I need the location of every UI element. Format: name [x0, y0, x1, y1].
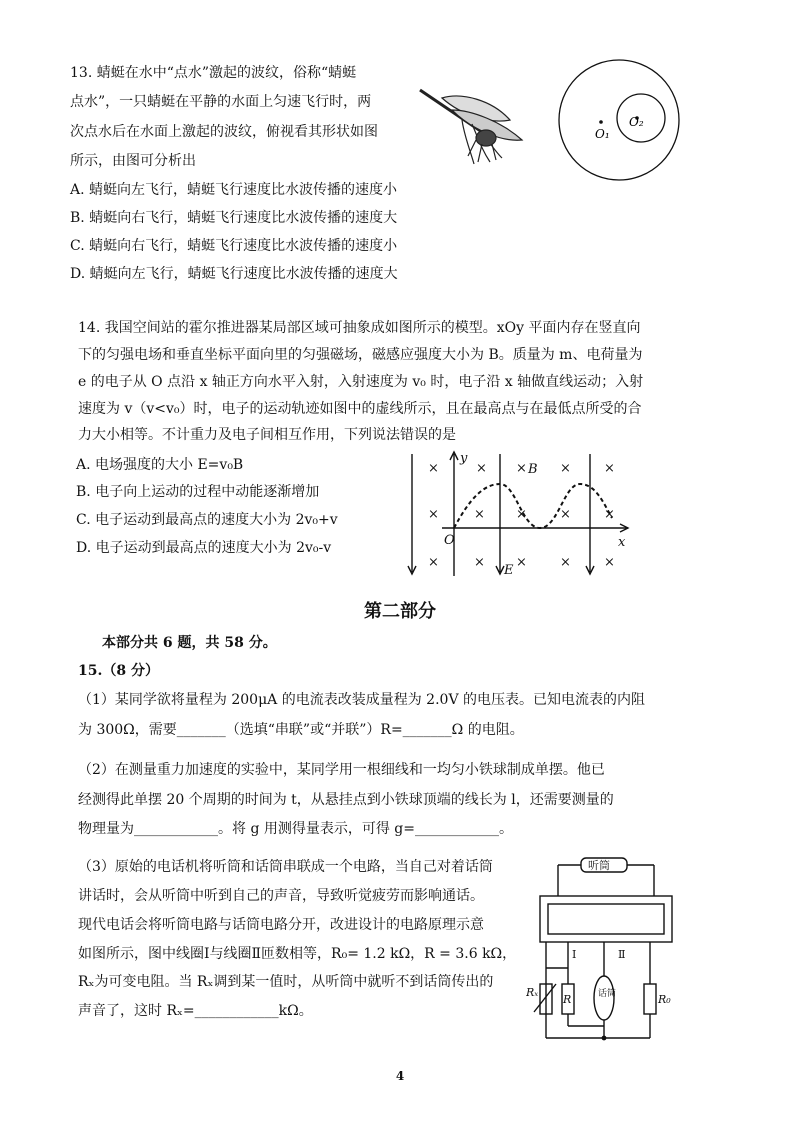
- cross-10: ×: [604, 507, 615, 522]
- e-field-label: E: [504, 563, 514, 578]
- cross-12: ×: [474, 555, 485, 570]
- earpiece-label: 听筒: [588, 859, 610, 872]
- q13-line-1: 13. 蜻蜓在水中“点水”激起的波纹，俗称“蜻蜓: [70, 65, 357, 81]
- cross-4: ×: [560, 461, 571, 476]
- r-label: R: [563, 993, 572, 1006]
- q14-option-d: D. 电子运动到最高点的速度大小为 2v₀-v: [76, 540, 332, 556]
- q13-line-4: 所示，由图可分析出: [70, 153, 196, 169]
- q13-option-a: A. 蜻蜓向左飞行，蜻蜓飞行速度比水波传播的速度小: [70, 182, 398, 198]
- origin-label: O: [444, 533, 455, 548]
- q15-p1-line-1: （1）某同学欲将量程为 200μA 的电流表改装成量程为 2.0V 的电压表。已知电流表的内阻: [78, 692, 646, 708]
- q14-line-4: 速度为 v（v<v₀）时，电子的运动轨迹如图中的虚线所示，且在最高点与在最低点所受的合: [78, 401, 642, 417]
- q15-p2-line-2: 经测得此单摆 20 个周期的时间为 t，从悬挂点到小铁球顶端的线长为 l，还需要测量的: [78, 792, 614, 808]
- cross-7: ×: [474, 507, 485, 522]
- cross-9: ×: [560, 507, 571, 522]
- x-axis-label: x: [618, 535, 626, 550]
- r0-label: R₀: [658, 993, 671, 1006]
- cross-6: ×: [428, 507, 439, 522]
- q15-p3-line-3: 现代电话会将听筒电路与话筒电路分开，改进设计的电路原理示意: [78, 917, 484, 933]
- q15-p3-line-4: 如图所示，图中线圈Ⅰ与线圈Ⅱ匝数相等，R₀= 1.2 kΩ，R = 3.6 kΩ，: [78, 946, 517, 962]
- q15-header: 15.（8 分）: [78, 663, 159, 679]
- o2-label: O₂: [629, 115, 644, 129]
- y-axis-label: y: [460, 451, 468, 466]
- cross-13: ×: [516, 555, 527, 570]
- q14-option-b: B. 电子向上运动的过程中动能逐渐增加: [76, 484, 320, 500]
- q13-line-2: 点水”，一只蜻蜓在平静的水面上匀速飞行时，两: [70, 94, 372, 110]
- coil2-label: Ⅱ: [618, 948, 626, 961]
- field-trajectory-figure: [404, 448, 636, 578]
- cross-8: ×: [516, 507, 527, 522]
- q15-p3-line-1: （3）原始的电话机将听筒和话筒串联成一个电路，当自己对着话筒: [78, 859, 493, 875]
- cross-3: ×: [516, 461, 527, 476]
- q14-line-2: 下的匀强电场和垂直坐标平面向里的匀强磁场，磁感应强度大小为 B。质量为 m、电荷量为: [78, 347, 643, 363]
- q15-p3-line-5: Rₓ为可变电阻。当 Rₓ调到某一值时，从听筒中就听不到话筒传出的: [78, 974, 494, 990]
- part2-title: 第二部分: [364, 601, 436, 622]
- telephone-circuit-figure: [526, 856, 686, 1050]
- dragonfly-illustration: [412, 80, 542, 170]
- q14-line-1: 14. 我国空间站的霍尔推进器某局部区域可抽象成如图所示的模型。xOy 平面内存在竖直向: [78, 320, 641, 336]
- cross-11: ×: [428, 555, 439, 570]
- rx-label: Rₓ: [526, 986, 539, 999]
- page-number: 4: [395, 1069, 405, 1083]
- q13-option-c: C. 蜻蜓向右飞行，蜻蜓飞行速度比水波传播的速度小: [70, 238, 398, 254]
- cross-14: ×: [560, 555, 571, 570]
- q14-option-a: A. 电场强度的大小 E=v₀B: [76, 457, 244, 473]
- part2-intro: 本部分共 6 题，共 58 分。: [102, 635, 277, 651]
- q15-p2-line-3: 物理量为____________。将 g 用测得量表示，可得 g=____________。: [78, 821, 514, 837]
- q15-p3-line-2: 讲话时，会从听筒中听到自己的声音，导致听觉疲劳而影响通话。: [78, 888, 484, 904]
- q15-p2-line-1: （2）在测量重力加速度的实验中，某同学用一根细线和一均匀小铁球制成单摆。他已: [78, 762, 605, 778]
- cross-1: ×: [428, 461, 439, 476]
- cross-2: ×: [476, 461, 487, 476]
- wave-circles-figure: [555, 56, 685, 184]
- q13-option-b: B. 蜻蜓向右飞行，蜻蜓飞行速度比水波传播的速度大: [70, 210, 398, 226]
- q14-line-3: e 的电子从 O 点沿 x 轴正方向水平入射，入射速度为 v₀ 时，电子沿 x 轴做直线运动；入射: [78, 374, 644, 390]
- mic-label: 话筒: [598, 989, 617, 999]
- q13-option-d: D. 蜻蜓向左飞行，蜻蜓飞行速度比水波传播的速度大: [70, 266, 398, 282]
- cross-15: ×: [604, 555, 615, 570]
- q15-p1-line-2: 为 300Ω，需要_______（选填“串联”或“并联”）R=_______Ω 的电阻。: [78, 722, 524, 738]
- b-field-label: B: [528, 462, 538, 477]
- q14-option-c: C. 电子运动到最高点的速度大小为 2v₀+v: [76, 512, 338, 528]
- q15-p3-line-6: 声音了，这时 Rₓ=____________kΩ。: [78, 1003, 313, 1019]
- coil1-label: Ⅰ: [572, 948, 577, 961]
- q13-line-3: 次点水后在水面上激起的波纹，俯视看其形状如图: [70, 124, 378, 140]
- o1-label: O₁: [595, 127, 610, 141]
- q14-line-5: 力大小相等。不计重力及电子间相互作用，下列说法错误的是: [78, 427, 456, 443]
- cross-5: ×: [604, 461, 615, 476]
